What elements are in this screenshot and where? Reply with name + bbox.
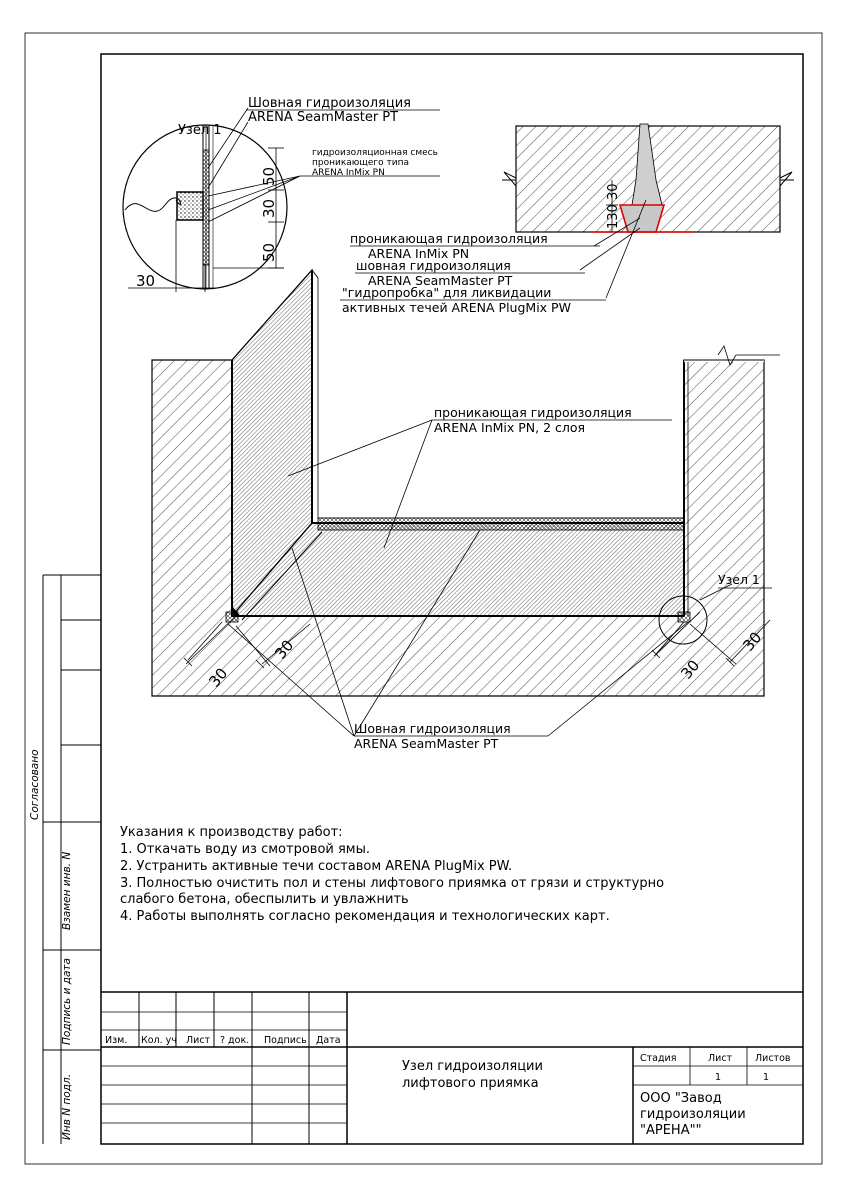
detail-node-label: Узел 1	[178, 123, 222, 138]
side-sign-date-label: Подпись и дата	[61, 958, 73, 1045]
tb-sheet-label: Лист	[708, 1053, 733, 1064]
tb-org-line1: ООО "Завод	[640, 1091, 722, 1106]
tb-sheet-value: 1	[715, 1072, 722, 1083]
tb-sheets-value: 1	[763, 1072, 770, 1083]
pit-seam-title: Шовная гидроизоляция	[354, 721, 511, 736]
tb-col-list: Лист	[186, 1035, 211, 1046]
tb-col-doc: ? док.	[220, 1035, 250, 1046]
elevator-pit	[152, 270, 780, 751]
joint-pen-title: проникающая гидроизоляция	[350, 231, 548, 246]
instructions-item-3b: слабого бетона, обеспылить и увлажнить	[120, 892, 409, 907]
instructions-item-2: 2. Устранить активные течи составом ARENA PlugMix PW.	[120, 859, 513, 874]
instructions-title: Указания к производству работ:	[120, 825, 343, 840]
tb-sheets-label: Листов	[755, 1053, 791, 1064]
pit-node-label: Узел 1	[718, 572, 760, 587]
detail-mix-line2: проникающего типа	[312, 158, 409, 168]
side-inv-label: Инв N подл.	[61, 1073, 73, 1140]
joint-dim-vertical: 130 30	[606, 183, 621, 229]
side-replaced-label: Взамен инв. N	[61, 851, 73, 930]
tb-col-kol: Кол. уч	[141, 1035, 177, 1046]
pit-pen-title: проникающая гидроизоляция	[434, 405, 632, 420]
pit-dim-right-1: 30	[677, 656, 704, 683]
tb-col-sign: Подпись	[264, 1035, 307, 1046]
pit-dim-left-2: 30	[271, 636, 298, 663]
detail-dim-50-bottom: 50	[260, 242, 278, 262]
instructions	[120, 825, 664, 924]
detail-mix-line3: ARENA InMix PN	[312, 168, 385, 178]
joint-seam-title: шовная гидроизоляция	[356, 258, 511, 273]
instructions-item-3a: 3. Полностью очистить пол и стены лифтового приямка от грязи и структурно	[120, 876, 665, 891]
side-agreed-label: Согласовано	[29, 749, 41, 820]
instructions-item-1: 1. Откачать воду из смотровой ямы.	[120, 842, 371, 857]
detail-dim-50-top: 50	[260, 166, 278, 186]
pit-pen-product: ARENA InMix PN, 2 слоя	[434, 420, 586, 435]
detail-mix-line1: гидроизоляционная смесь	[312, 148, 438, 158]
tb-org-line3: "АРЕНА""	[640, 1123, 702, 1138]
detail-seam-title: Шовная гидроизоляция	[248, 96, 411, 111]
pit-dim-right-2: 30	[739, 628, 766, 655]
pit-dim-left-1: 30	[205, 664, 232, 691]
tb-title-line1: Узел гидроизоляции	[402, 1059, 543, 1074]
joint-pen-product: ARENA InMix PN	[368, 246, 470, 261]
joint-seam-product: ARENA SeamMaster PT	[368, 273, 513, 288]
joint-plug-title: "гидропробка" для ликвидации	[342, 285, 552, 300]
instructions-item-4: 4. Работы выполнять согласно рекомендация и технологических карт.	[120, 909, 610, 924]
tb-col-izm: Изм.	[105, 1035, 128, 1046]
joint-plug-product: активных течей ARENA PlugMix PW	[342, 300, 571, 315]
tb-col-date: Дата	[316, 1035, 341, 1046]
detail-dim-30: 30	[260, 198, 278, 218]
pit-seam-product: ARENA SeamMaster PT	[354, 736, 499, 751]
detail-dim-30-horizontal: 30	[136, 272, 156, 290]
detail-seam-product: ARENA SeamMaster PT	[248, 110, 399, 125]
tb-stage-label: Стадия	[640, 1053, 677, 1064]
tb-title-line2: лифтового приямка	[402, 1076, 539, 1091]
tb-org-line2: гидроизоляции	[640, 1107, 746, 1122]
